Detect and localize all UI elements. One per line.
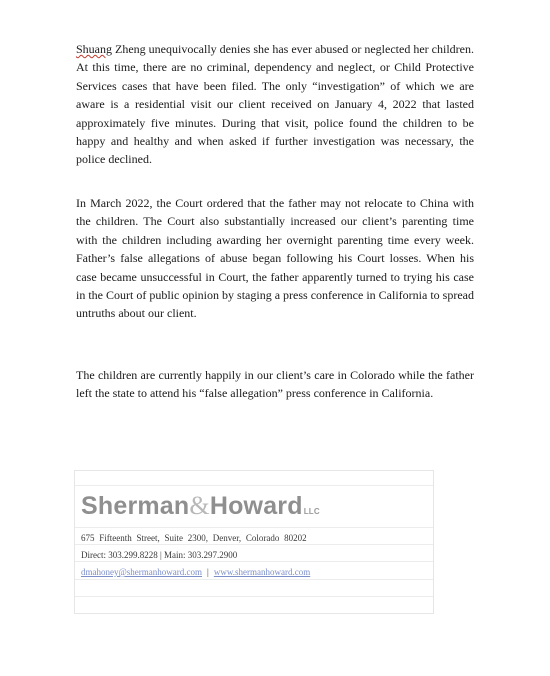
- signature-divider: [75, 485, 433, 486]
- signature-divider: [75, 579, 433, 580]
- link-separator: |: [207, 567, 209, 577]
- firm-address: 675 Fifteenth Street, Suite 2300, Denver, Colorado 80202: [81, 533, 307, 543]
- firm-phones: Direct: 303.299.8228 | Main: 303.297.2900: [81, 550, 238, 560]
- website-link[interactable]: www.shermanhoward.com: [213, 567, 311, 577]
- email-signature-block: [74, 470, 434, 614]
- paragraph-current-care: The children are currently happily in our client’s care in Colorado while the father left the state to attend his “false allegation” press conference in California.: [76, 368, 474, 401]
- logo-howard: Howard: [209, 492, 303, 520]
- logo-sherman: Sherman: [81, 492, 190, 520]
- signature-divider: [75, 561, 433, 562]
- logo-ampersand: &: [189, 491, 210, 520]
- client-first-name: Shuang: [76, 42, 112, 56]
- signature-divider: [75, 544, 433, 545]
- paragraph-court-order: In March 2022, the Court ordered that the father may not relocate to China with the children. The Court also substantially increased our client’s parenting time with the children including awarding her overnight parenting time every week. Father’s false allegations of abuse began following his Court losses. When his case became unsuccessful in Court, the father apparently turned to trying his case in the Court of public opinion by staging a press conference in California to spread untruths about our client.: [76, 196, 474, 321]
- paragraph-denial: [76, 40, 474, 169]
- signature-divider: [75, 527, 433, 528]
- sherman-howard-logo: [81, 493, 320, 519]
- signature-divider: [75, 596, 433, 597]
- paragraph-denial-text: Zheng unequivocally denies she has ever abused or neglected her children. At this time, there are no criminal, dependency and neglect, or Child Protective Services cases that have been filed. The only “investigation” of which we are aware is a residential visit our client received on January 4, 2022 that lasted approximately five minutes. During that visit, police found the children to be happy and healthy and when asked if further investigation was necessary, the police declined.: [76, 42, 474, 167]
- logo-llc: LLC: [303, 507, 320, 516]
- contact-links: [81, 566, 310, 578]
- email-link[interactable]: dmahoney@shermanhoward.com: [81, 567, 203, 577]
